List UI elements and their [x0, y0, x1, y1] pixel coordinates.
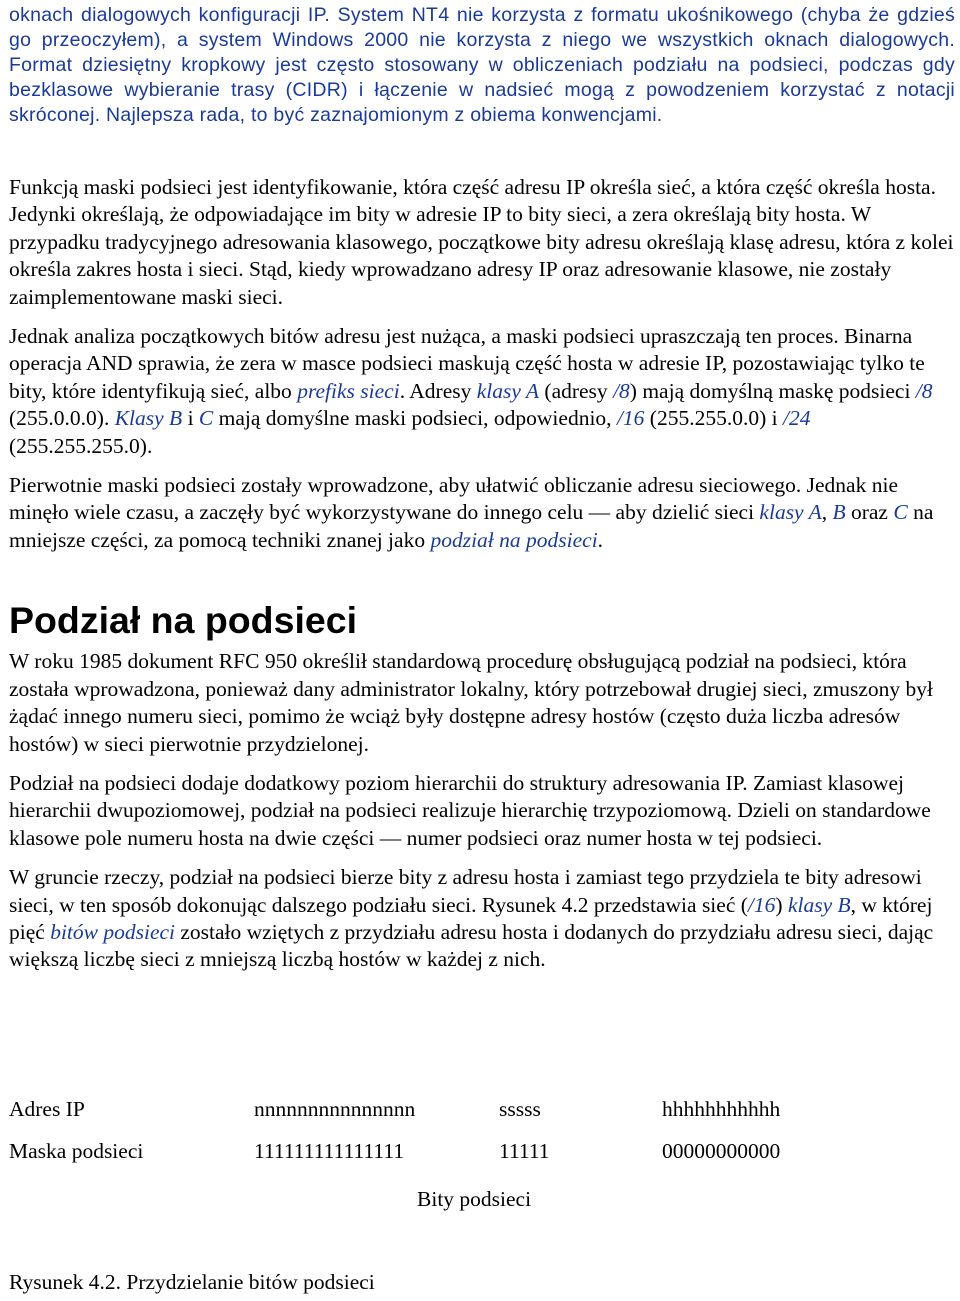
- mask-function-paragraph: Funkcją maski podsieci jest identyfikowanie, która część adresu IP określa sieć, a która część określa hosta. Jedynki określają, że odpowiadające im bity w adresie IP to bity sieci, a zera określają bity hosta. W przypadku tradycyjnego adresowania klasowego, początkowe bity adresu określają klasę adresu, która z kolei określa zakres hosta i sieci. Stąd, kiedy wprowadzano adresy IP oraz adresowanie klasowe, nie zostały zaimplementowane maski sieci.: [9, 175, 954, 309]
- figure-row-subnet-mask: [9, 1139, 955, 1181]
- text-run: (255.255.255.0).: [9, 433, 153, 458]
- term-class-a: klasy A: [759, 500, 822, 525]
- subnet-bits-label: Bity podsieci: [417, 1187, 532, 1211]
- term-slash-8-mask: /8: [915, 378, 933, 403]
- text-run: . Adresy: [399, 378, 477, 403]
- term-class-b: Klasy B: [114, 406, 183, 431]
- term-slash-24: /24: [782, 406, 811, 431]
- document-page: [9, 0, 955, 1294]
- text-run: .: [597, 527, 604, 552]
- term-class-c: C: [198, 406, 214, 431]
- subnet-bits-paragraph: [9, 864, 955, 974]
- term-class-c: C: [893, 500, 908, 525]
- network-bits: nnnnnnnnnnnnnnn: [254, 1097, 416, 1121]
- subnet-bits: 11111: [499, 1139, 550, 1163]
- row-label: Adres IP: [9, 1097, 85, 1121]
- term-subnetting: podział na podsieci: [430, 527, 598, 552]
- text-run: ): [775, 892, 788, 917]
- host-bits: 00000000000: [662, 1139, 781, 1163]
- term-class-b: B: [832, 500, 846, 525]
- text-run: (255.255.0.0) i: [644, 406, 783, 431]
- text-run: na mniejsze części, za pomocą techniki znanej jako: [9, 500, 934, 552]
- text-run: W gruncie rzeczy, podział na podsieci bierze bity z adresu hosta i zamiast tego przydziela te bity adresowi sieci, w ten sposób dokonując dalszego podziału sieci. Rysunek 4.2 przedstawia sieć (: [9, 865, 922, 917]
- rfc-paragraph: W roku 1985 dokument RFC 950 określił standardową procedurę obsługującą podział na podsieci, która została wprowadzona, ponieważ dany administrator lokalny, który potrzebował drugiej sieci, zmuszony był żądać innego numeru sieci, pomimo że wciąż były dostępne adresy hostów (często duża liczba adresów hostów) w sieci pierwotnie przydzielonej.: [9, 649, 934, 756]
- term-slash-8: /8: [613, 378, 630, 403]
- term-class-b: klasy B: [787, 892, 851, 917]
- section-heading: Podział na podsieci: [9, 599, 357, 642]
- analysis-paragraph: [9, 323, 955, 460]
- host-bits: hhhhhhhhhhh: [662, 1097, 781, 1121]
- term-network-prefix: prefiks sieci: [297, 378, 400, 403]
- term-slash-16: /16: [747, 892, 776, 917]
- text-run: (255.0.0.0).: [9, 406, 115, 431]
- text-run: , w której pięć: [9, 892, 933, 944]
- text-run: ,: [821, 500, 833, 525]
- text-run: Pierwotnie maski podsieci zostały wprowadzone, aby ułatwić obliczanie adresu sieciowego. Jednak nie minęło wiele czasu, a zaczęły być wykorzystywane do innego celu — aby dzielić sieci: [9, 473, 898, 525]
- text-run: ) mają domyślną maskę podsieci: [629, 378, 916, 403]
- text-run: i: [182, 406, 199, 431]
- text-run: (adresy: [539, 378, 614, 403]
- network-bits: 111111111111111: [254, 1139, 405, 1163]
- row-label: Maska podsieci: [9, 1139, 144, 1163]
- text-run: zostało wziętych z przydziału adresu hosta i dodanych do przydziału adresu sieci, dając większą liczbę sieci z mniejszą liczbą hostów w każdej z nich.: [9, 919, 934, 972]
- subnet-bits-figure: [9, 1097, 955, 1181]
- term-class-a: klasy A: [476, 378, 540, 403]
- hierarchy-paragraph: Podział na podsieci dodaje dodatkowy poziom hierarchii do struktury adresowania IP. Zamiast klasowej hierarchii dwupoziomowej, podział na podsieci realizuje hierarchię trzypoziomową. Dzieli on standardowe klasowe pole numeru hosta na dwie części — numer podsieci oraz numer hosta w tej podsieci.: [9, 770, 931, 850]
- text-run: mają domyślne maski podsieci, odpowiednio,: [213, 406, 617, 431]
- subnet-bits: sssss: [499, 1097, 541, 1121]
- intro-paragraph: oknach dialogowych konfiguracji IP. System NT4 nie korzysta z formatu ukośnikowego (chyba że gdzieś go przeoczyłem), a system Windows 2000 nie korzysta z niego we wszystkich oknach dialogowych. Format dziesiętny kropkowy jest często stosowany w obliczeniach podziału na podsieci, podczas gdy bezklasowe wybieranie trasy (CIDR) i łączenie w nadsieć mogą z powodzeniem korzystać z notacji skróconej. Najlepsza rada, to być zaznajomionym z obiema konwencjami.: [9, 4, 955, 126]
- term-subnet-bits: bitów podsieci: [50, 919, 175, 944]
- figure-row-ip-address: [9, 1097, 955, 1139]
- figure-caption: Rysunek 4.2. Przydzielanie bitów podsieci: [9, 1270, 375, 1294]
- original-purpose-paragraph: [9, 472, 955, 554]
- term-slash-16: /16: [616, 406, 645, 431]
- text-run: Jednak analiza początkowych bitów adresu jest nużąca, a maski podsieci upraszczają ten proces. Binarna operacja AND sprawia, że zera w masce podsieci maskują część hosta w adresie IP, pozostawiając tylko te bity, które identyfikują sieć, albo: [9, 324, 925, 403]
- text-run: oraz: [845, 500, 894, 525]
